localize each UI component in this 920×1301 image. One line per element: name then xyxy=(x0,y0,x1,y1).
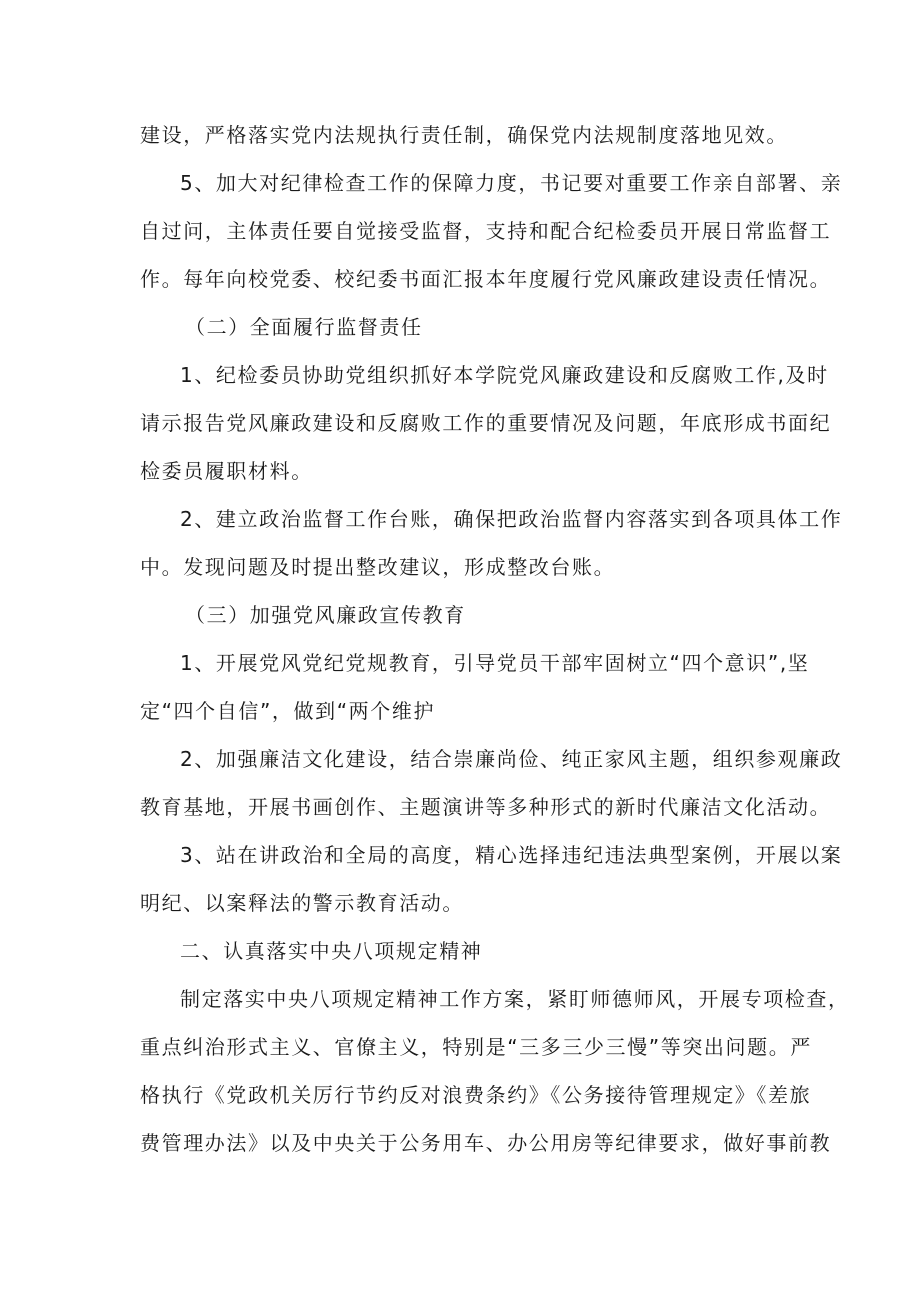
section-heading: （二）全面履行监督责任 xyxy=(185,315,423,339)
list-item-line: 2、建立政治监督工作台账，确保把政治监督内容落实到各项具体工作 xyxy=(180,507,843,531)
paragraph-line: 制定落实中央八项规定精神工作方案，紧盯师德师风，开展专项检查， xyxy=(180,987,850,1011)
list-item-line: 5、加大对纪律检查工作的保障力度，书记要对重要工作亲自部署、亲 xyxy=(180,171,843,195)
paragraph-line: 重点纠治形式主义、官僚主义，特别是“三多三少三慢”等突出问题。严 xyxy=(140,1035,812,1059)
list-item-line: 1、开展党风党纪党规教育，引导党员干部牢固树立“四个意识”,坚 xyxy=(180,651,810,675)
section-heading: 二、认真落实中央八项规定精神 xyxy=(180,939,483,963)
paragraph-line: 定“四个自信”，做到“两个维护 xyxy=(140,699,436,723)
paragraph-line: 费管理办法》以及中央关于公务用车、办公用房等纪律要求，做好事前教 xyxy=(140,1131,832,1155)
list-item-line: 1、纪检委员协助党组织抓好本学院党风廉政建设和反腐败工作,及时 xyxy=(180,363,829,387)
list-item-line: 3、站在讲政治和全局的高度，精心选择违纪违法典型案例，开展以案 xyxy=(180,843,843,867)
paragraph-line: 中。发现问题及时提出整改建议，形成整改台账。 xyxy=(140,555,616,579)
paragraph-line: 格执行《党政机关厉行节约反对浪费条约》《公务接待管理规定》《差旅 xyxy=(140,1083,812,1107)
section-heading: （三）加强党风廉政宣传教育 xyxy=(185,603,466,627)
list-item-line: 2、加强廉洁文化建设，结合崇廉尚俭、纯正家风主题，组织参观廉政 xyxy=(180,747,843,771)
paragraph-line: 请示报告党风廉政建设和反腐败工作的重要情况及问题，年底形成书面纪 xyxy=(140,411,832,435)
paragraph-line: 自过问，主体责任要自觉接受监督，支持和配合纪检委员开展日常监督工 xyxy=(140,219,832,243)
paragraph-line: 明纪、以案释法的警示教育活动。 xyxy=(140,891,464,915)
paragraph-line: 检委员履职材料。 xyxy=(140,459,313,483)
paragraph-line: 作。每年向校党委、校纪委书面汇报本年度履行党风廉政建设责任情况。 xyxy=(140,267,832,291)
paragraph-line: 建设，严格落实党内法规执行责任制，确保党内法规制度落地见效。 xyxy=(140,123,788,147)
paragraph-line: 教育基地，开展书画创作、主题演讲等多种形式的新时代廉洁文化活动。 xyxy=(140,795,832,819)
